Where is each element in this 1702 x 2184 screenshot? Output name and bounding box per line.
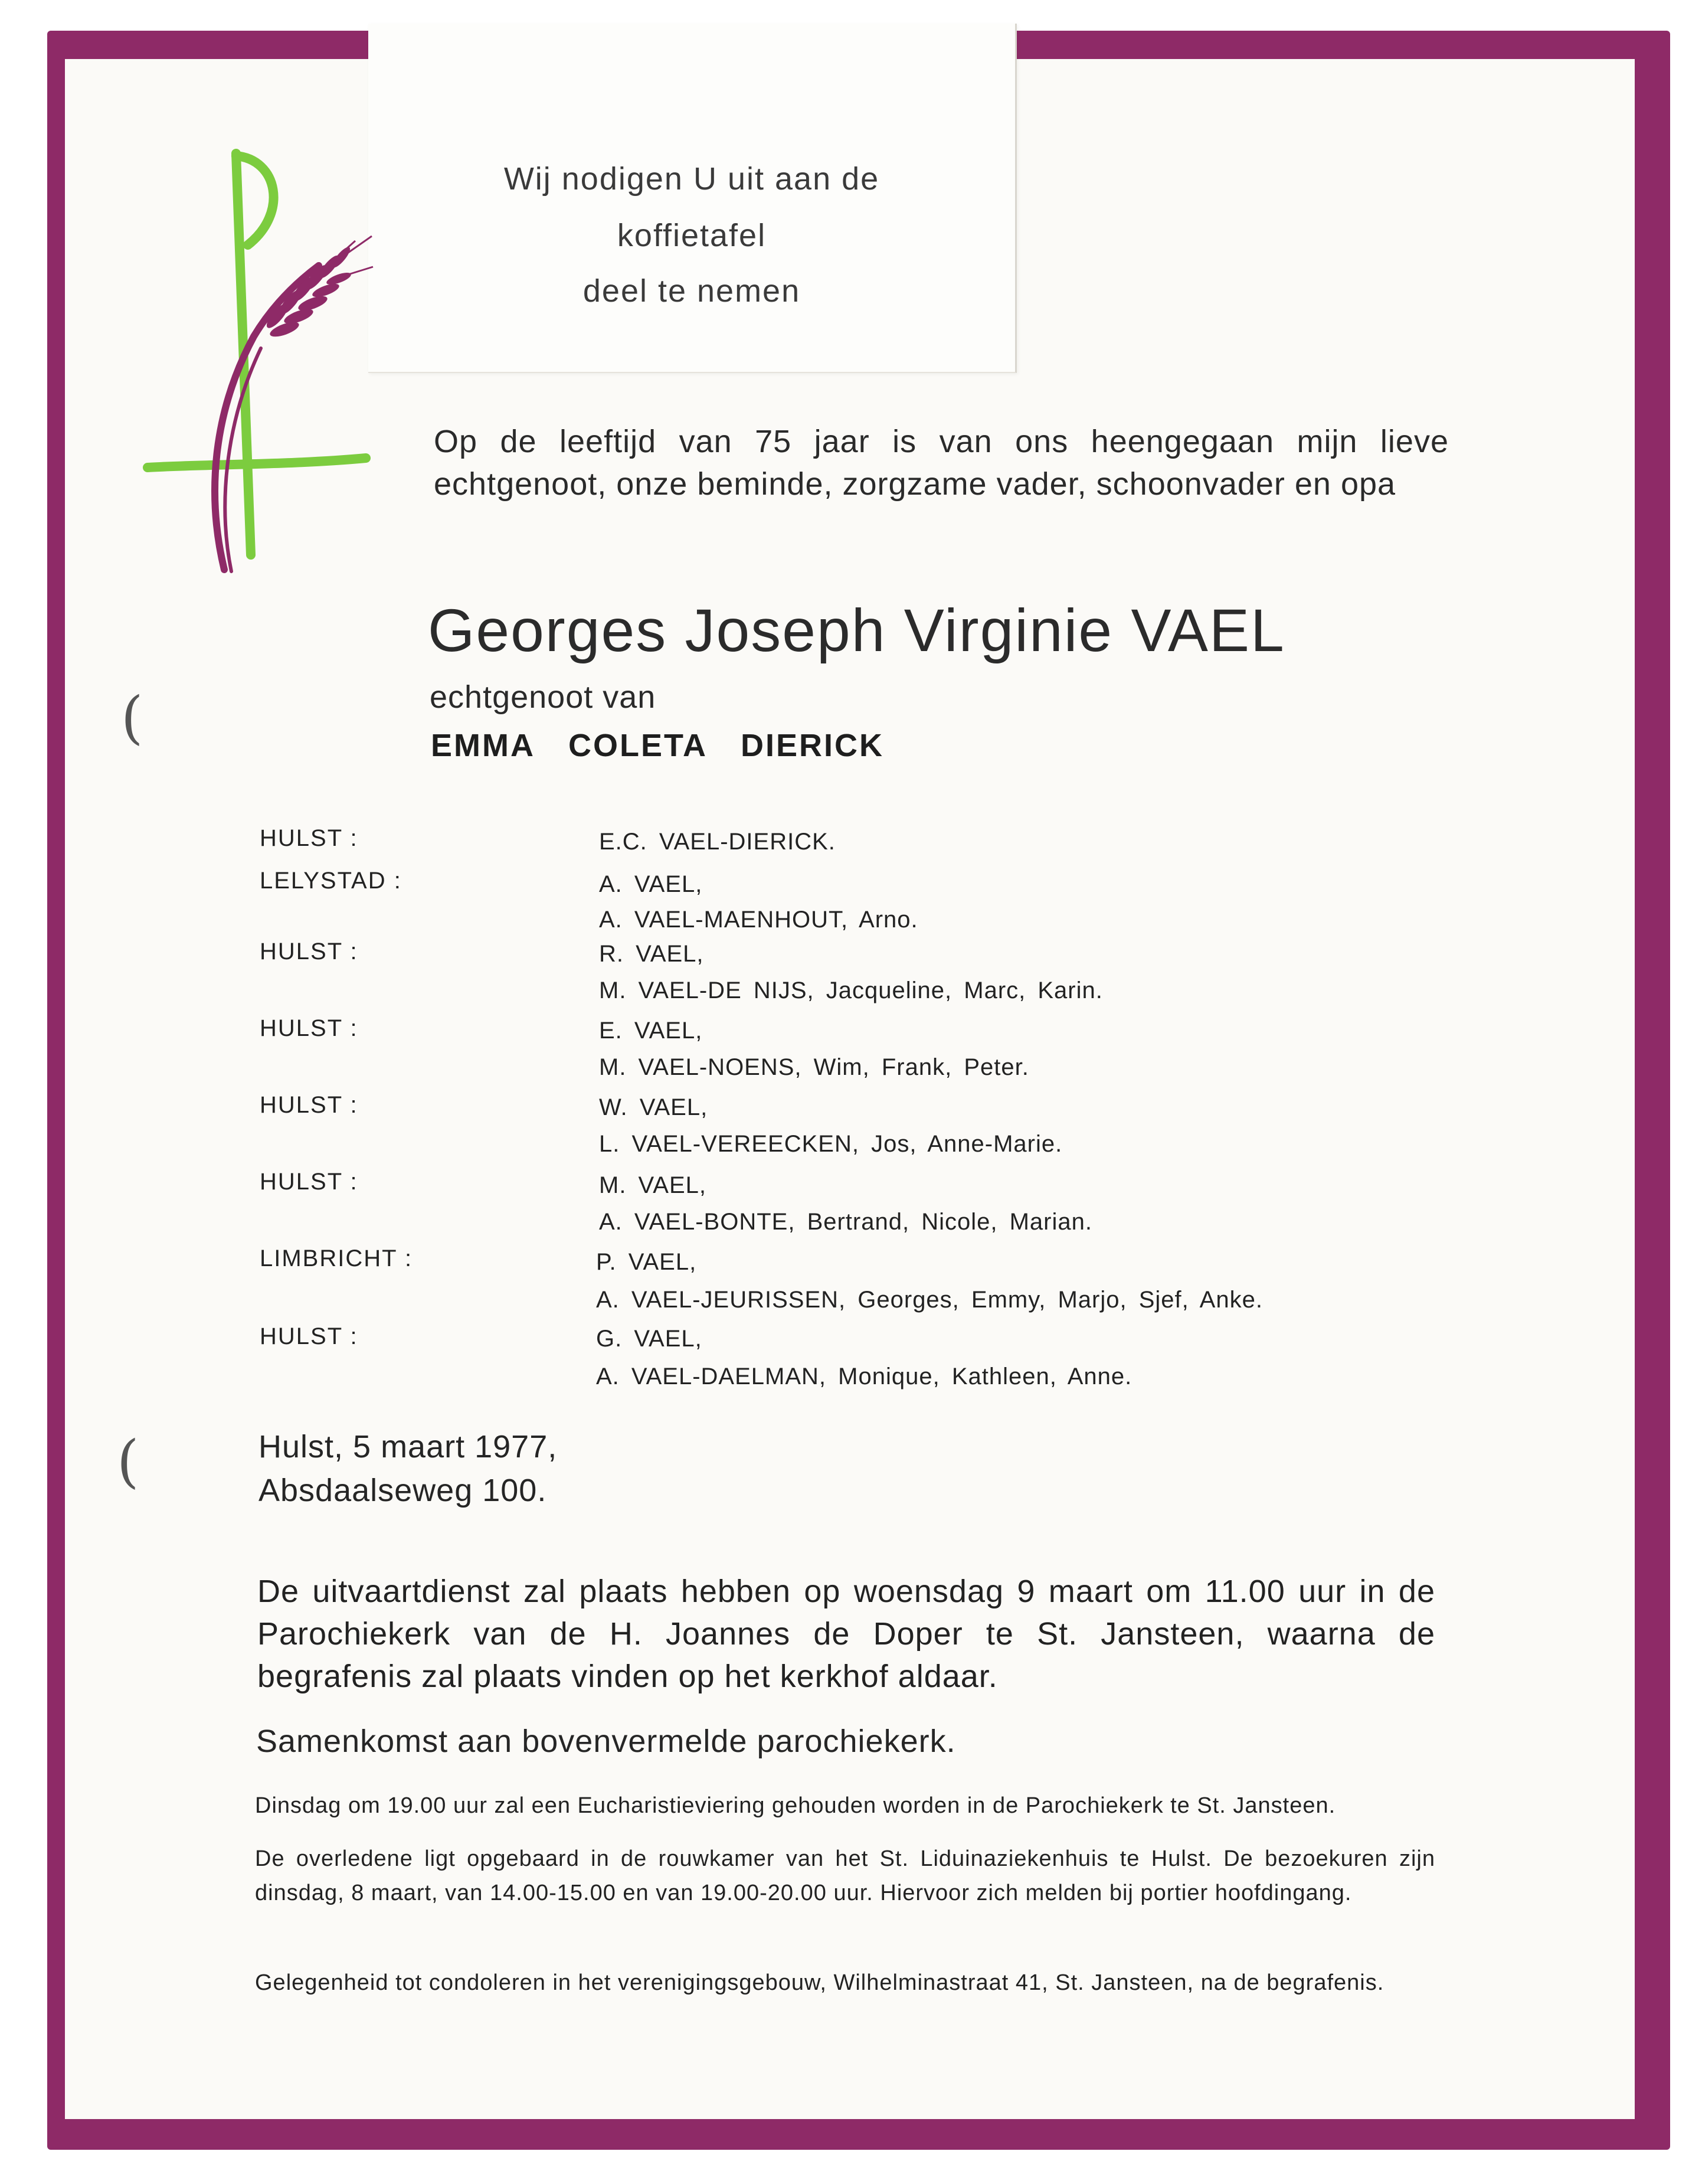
invitation-line: Wij nodigen U uit aan de [503, 161, 880, 197]
family-line: M. VAEL-DE NIJS, Jacqueline, Marc, Karin. [599, 977, 1103, 1003]
address: Absdaalseweg 100. [258, 1473, 547, 1508]
family-line: A. VAEL-JEURISSEN, Georges, Emmy, Marjo, Sjef, Anke. [596, 1287, 1263, 1313]
funeral-details: De uitvaartdienst zal plaats hebben op woensdag 9 maart om 11.00 uur in de Parochiekerk van de H. Joannes de Doper te St. Jansteen, waarna de begrafenis zal plaats vinden op het kerkhof aldaar. [257, 1574, 1435, 1694]
family-line: A. VAEL, [599, 871, 703, 897]
family-line: E. VAEL, [599, 1018, 703, 1044]
family-line: R. VAEL, [599, 941, 704, 967]
family-line: P. VAEL, [596, 1249, 697, 1275]
spouse-name: EMMA COLETA DIERICK [431, 728, 884, 763]
family-place: LELYSTAD : [260, 868, 402, 894]
gathering-note: Samenkomst aan bovenvermelde parochiekerk. [256, 1724, 956, 1759]
viewing-note: De overledene ligt opgebaard in de rouwkamer van het St. Liduinaziekenhuis te Hulst. De bezoekuren zijn dinsdag, 8 maart, van 14.00-15.00 en van 19.00-20.00 uur. Hiervoor zich melden bij portier hoofdingang. [255, 1846, 1435, 1905]
date-place: Hulst, 5 maart 1977, [258, 1429, 558, 1464]
family-place: HULST : [260, 1092, 358, 1118]
family-line: L. VAEL-VEREECKEN, Jos, Anne-Marie. [599, 1131, 1063, 1157]
family-line: A. VAEL-MAENHOUT, Arno. [599, 907, 918, 933]
family-place: HULST : [260, 939, 358, 965]
family-line: E.C. VAEL-DIERICK. [599, 829, 836, 855]
family-line: W. VAEL, [599, 1094, 708, 1120]
invitation-line: deel te nemen [582, 273, 801, 309]
eucharist-note: Dinsdag om 19.00 uur zal een Eucharistieviering gehouden worden in de Parochiekerk te St. Jansteen. [255, 1793, 1336, 1818]
deceased-name: Georges Joseph Virginie VAEL [428, 597, 1285, 664]
spouse-label: echtgenoot van [430, 679, 656, 715]
family-line: A. VAEL-BONTE, Bertrand, Nicole, Marian. [599, 1209, 1092, 1235]
punch-hole-icon: ( [117, 1428, 139, 1495]
condolence-note: Gelegenheid tot condoleren in het verenigingsgebouw, Wilhelminastraat 41, St. Jansteen, na de begrafenis. [255, 1970, 1384, 1995]
family-place: HULST : [260, 1323, 358, 1349]
punch-hole-icon: ( [121, 685, 143, 751]
cross-with-wheat-icon [136, 142, 384, 590]
invitation-line: koffietafel [617, 218, 767, 253]
family-place: HULST : [260, 825, 358, 851]
family-place: LIMBRICHT : [260, 1245, 413, 1271]
family-place: HULST : [260, 1015, 358, 1041]
family-place: HULST : [260, 1169, 358, 1195]
family-line: A. VAEL-DAELMAN, Monique, Kathleen, Anne. [596, 1364, 1133, 1389]
announcement-intro: Op de leeftijd van 75 jaar is van ons heengegaan mijn lieve echtgenoot, onze beminde, zorgzame vader, schoonvader en opa [434, 424, 1449, 502]
family-line: M. VAEL, [599, 1172, 706, 1198]
family-line: G. VAEL, [596, 1326, 702, 1352]
family-line: M. VAEL-NOENS, Wim, Frank, Peter. [599, 1054, 1029, 1080]
coffee-invitation-insert [368, 24, 1017, 373]
